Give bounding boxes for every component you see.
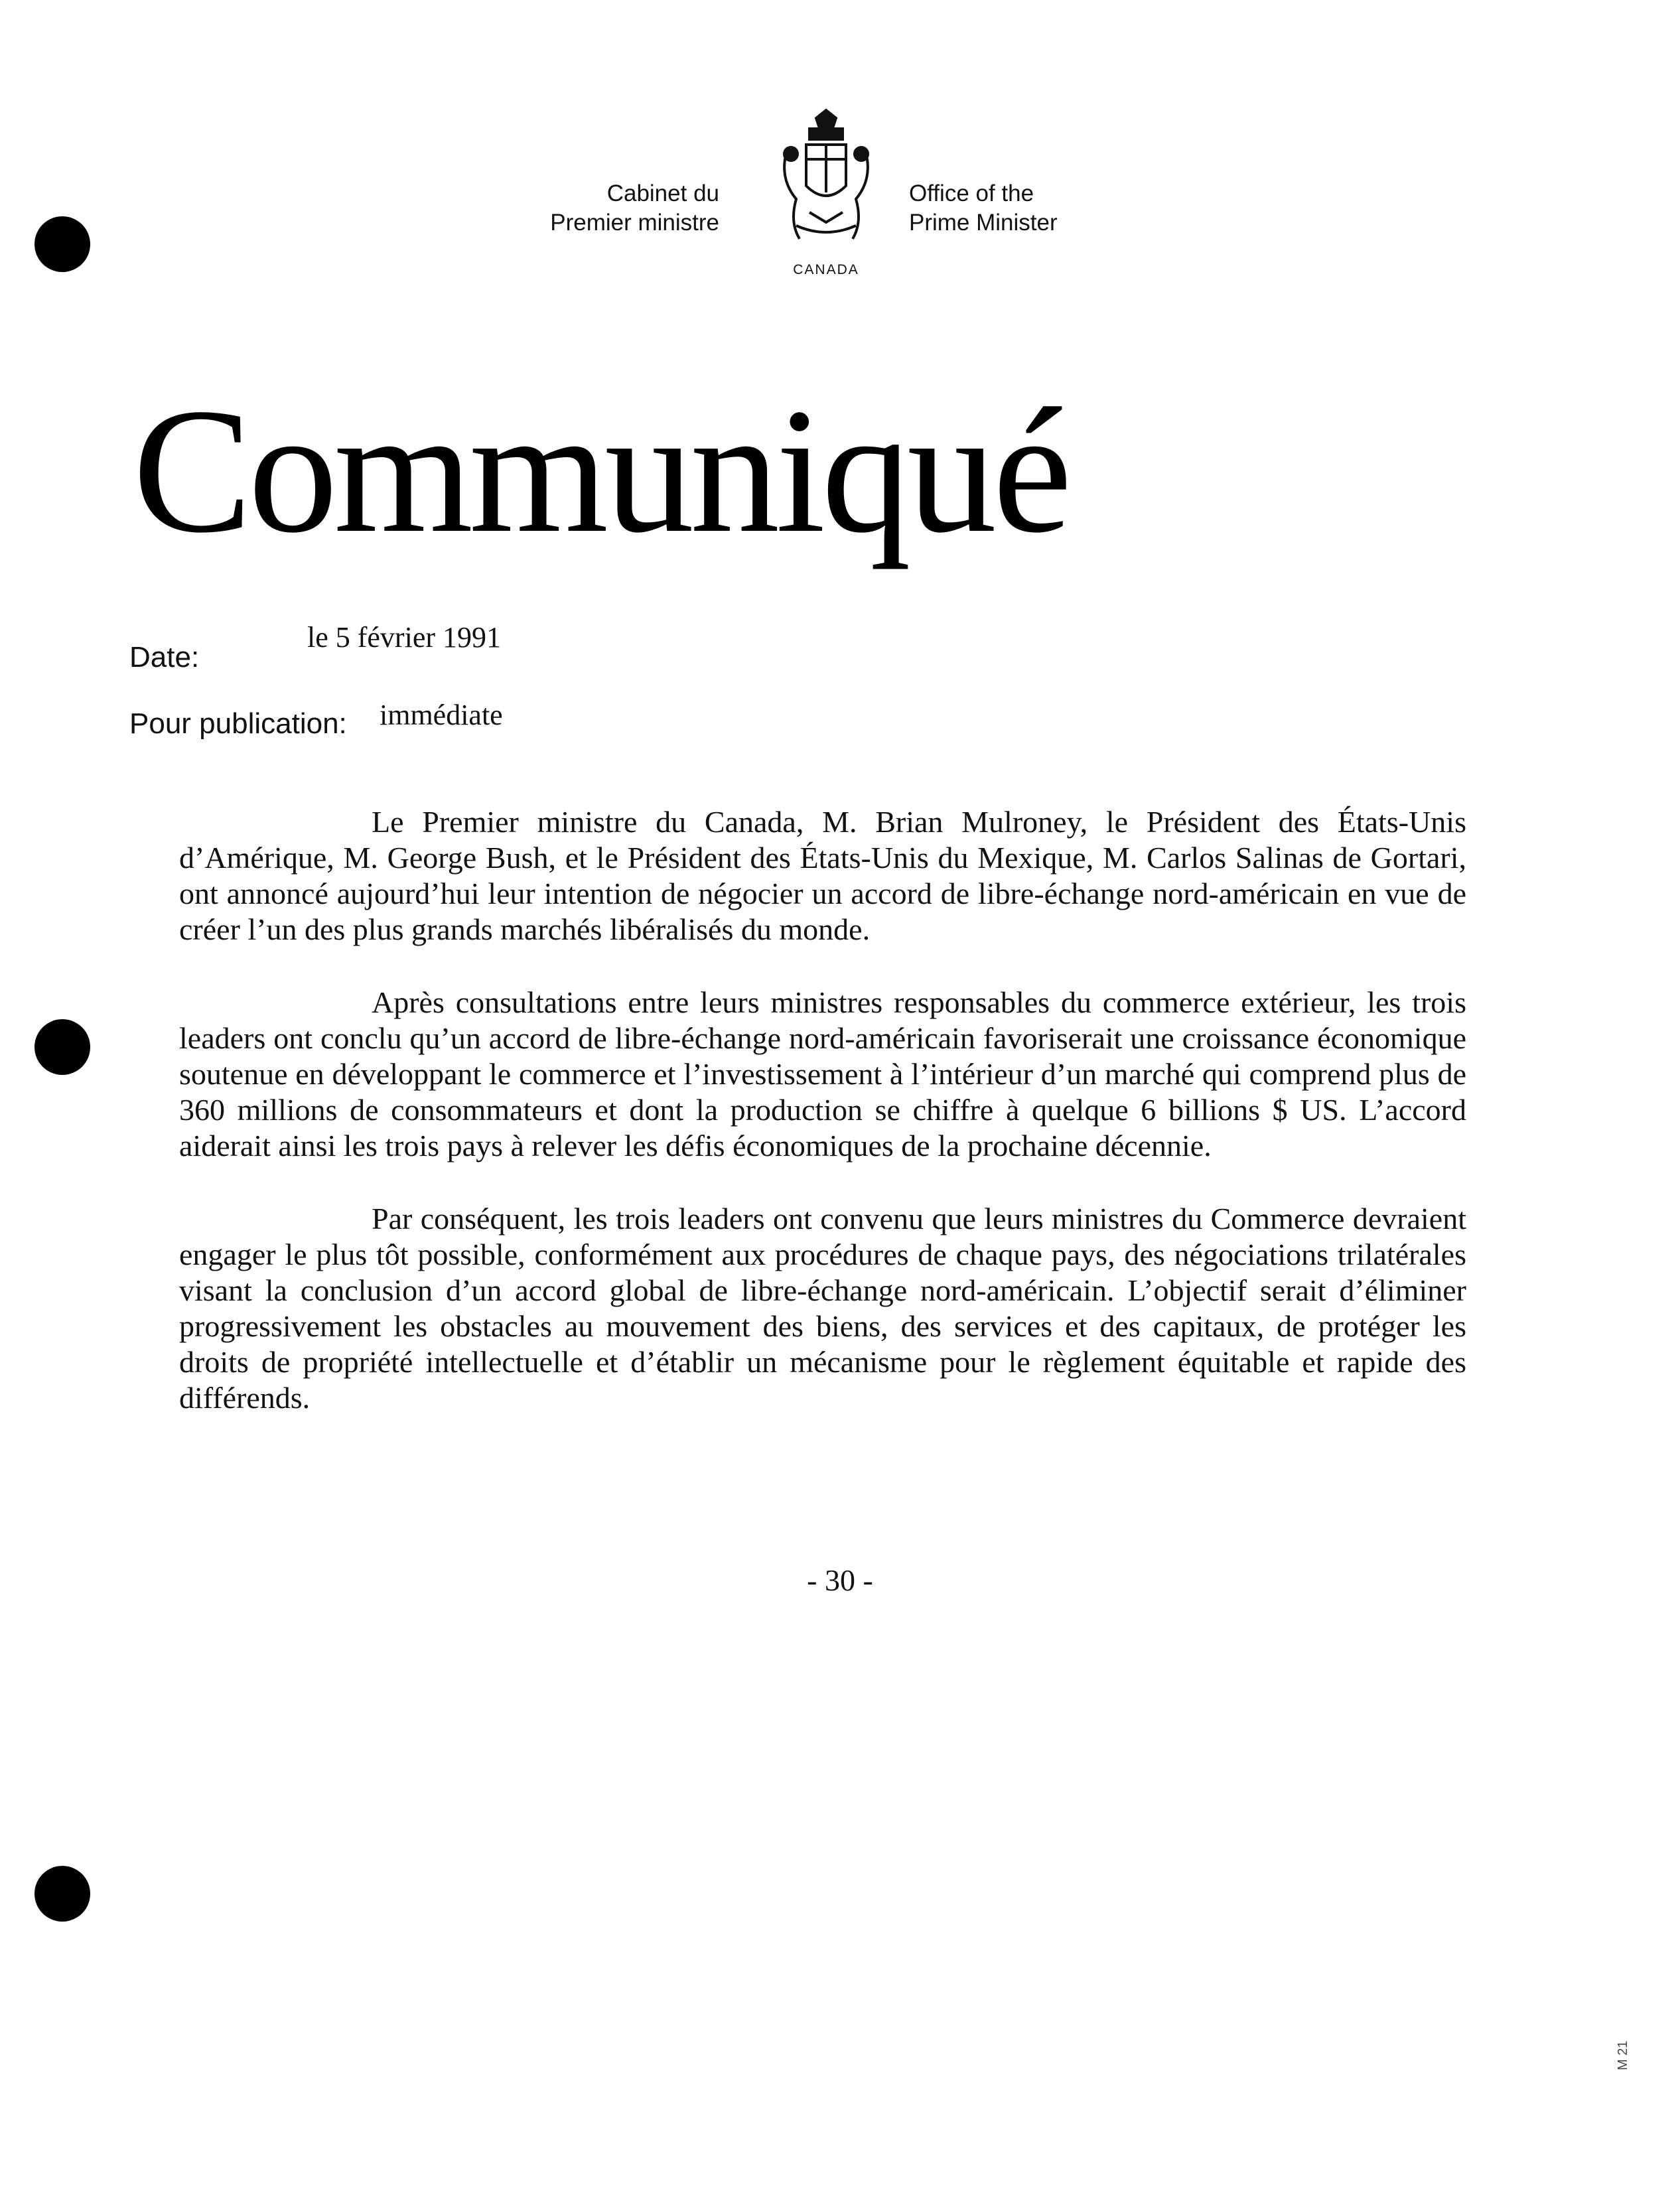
header-office-fr — [550, 179, 719, 238]
header-en-line2: Prime Minister — [909, 210, 1058, 236]
punch-hole-middle — [35, 1019, 90, 1075]
punch-hole-bottom — [35, 1866, 90, 1922]
end-marker: - 30 - — [807, 1563, 873, 1597]
header-fr-line1: Cabinet du — [606, 180, 719, 206]
date-label: Date: — [129, 641, 200, 673]
country-label: CANADA — [793, 262, 859, 277]
paragraph-3: Par conséquent, les trois leaders ont convenu que leurs ministres du Commerce devraient engager le plus tôt possible, conformément aux procédures de chaque pays, des négociations trilatérales visant la conclusion d’un accord global de libre-échange nord-américain. L’objectif serait d’éliminer progressivement les obstacles au mouvement des biens, des services et des capitaux, de protéger les droits de propriété intellectuelle et d’établir un mécanisme pour le règlement équitable et rapide des différends. — [179, 1202, 1466, 1415]
header-en-line1: Office of the — [909, 180, 1034, 206]
form-code: M 21 — [1616, 2040, 1630, 2070]
coat-of-arms-icon — [770, 106, 882, 252]
publication-label: Pour publication: — [129, 707, 347, 740]
paragraph-2: Après consultations entre leurs ministres responsables du commerce extérieur, les trois leaders ont conclu qu’un accord de libre-échange nord-américain favoriserait une croissance économique soutenue en développant le commerce et l’investissement à l’intérieur d’un marché qui comprend plus de 360 millions de consommateurs et dont la production se chiffre à quelque 6 billions $ US. L’accord aiderait ainsi les trois pays à relever les défis économiques de la prochaine décennie. — [179, 985, 1466, 1163]
punch-hole-top — [35, 216, 90, 272]
document-title: Communiqué — [133, 372, 1068, 570]
publication-value: immédiate — [380, 699, 503, 731]
body-text — [179, 804, 1466, 1453]
paragraph-1: Le Premier ministre du Canada, M. Brian Mulroney, le Président des États-Unis d’Amérique, M. George Bush, et le Président des États-Unis du Mexique, M. Carlos Salinas de Gortari, ont annoncé aujourd’hui leur intention de négocier un accord de libre-échange nord-américain en vue de créer l’un des plus grands marchés libéralisés du monde. — [179, 805, 1466, 946]
header-fr-line2: Premier ministre — [550, 210, 719, 236]
date-value: le 5 février 1991 — [307, 621, 501, 654]
header-office-en — [909, 179, 1058, 238]
